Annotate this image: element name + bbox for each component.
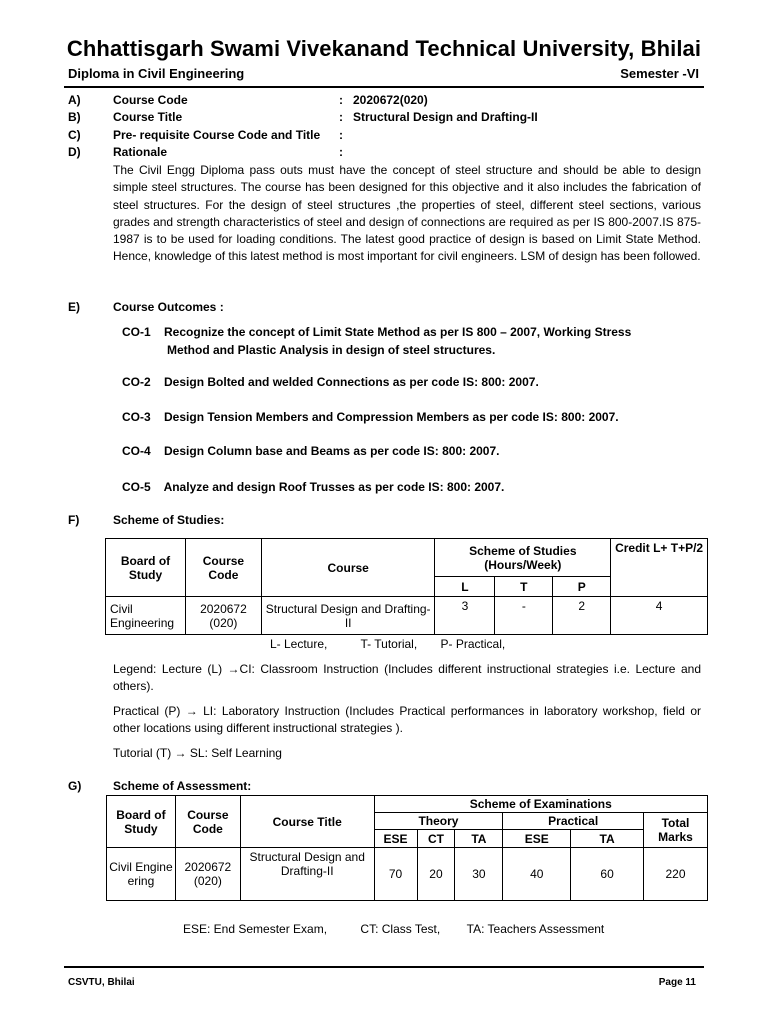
header-credit: Credit L+ T+P/2 [611, 539, 708, 597]
header-course-title: Course Title [240, 796, 374, 848]
course-code-row [0, 92, 768, 109]
header-course: Course [261, 539, 435, 597]
course-code-value: 2020672(020) [353, 93, 428, 107]
header-course-code: Course Code [185, 539, 261, 597]
row-label: A) [68, 93, 81, 107]
cell-total-marks: 220 [644, 848, 708, 901]
co-id: CO-3 [122, 410, 151, 424]
assessment-abbreviations: ESE: End Semester Exam, CT: Class Test, TA: Teachers Assessment [183, 922, 605, 936]
header-total-marks: Total Marks [644, 813, 708, 848]
page-title: Chhattisgarh Swami Vivekanand Technical University, Bhilai [66, 36, 702, 61]
cell-title: Structural Design and Drafting-II [240, 848, 374, 901]
section-label-g: G) [68, 779, 82, 793]
cell-theory-ese: 70 [374, 848, 417, 901]
header-theory-ct: CT [417, 830, 455, 848]
cell-course: Structural Design and Drafting-II [261, 597, 435, 635]
course-title-value: Structural Design and Drafting-II [353, 110, 538, 124]
row-label: B) [68, 110, 81, 124]
scheme-of-studies-table [105, 538, 708, 635]
studies-abbreviations: L- Lecture, T- Tutorial, P- Practical, [270, 637, 506, 651]
prerequisite-row [0, 127, 768, 144]
header-practical-ese: ESE [503, 830, 571, 848]
course-outcome-1 [122, 324, 631, 359]
co-text: Analyze and design Roof Trusses as per code IS: 800: 2007. [163, 480, 505, 494]
row-colon: : [339, 93, 343, 107]
header-t: T [495, 577, 553, 597]
course-outcome-5 [122, 479, 504, 497]
course-title-row [0, 109, 768, 126]
row-key: Course Code [113, 93, 188, 107]
table-row [106, 597, 708, 635]
cell-theory-ct: 20 [417, 848, 455, 901]
co-id: CO-1 [122, 325, 151, 339]
row-key: Rationale [113, 145, 168, 159]
header-practical-ta: TA [571, 830, 644, 848]
co-id: CO-4 [122, 444, 151, 458]
row-colon: : [339, 128, 343, 142]
program-name: Diploma in Civil Engineering [68, 66, 245, 81]
outcomes-heading: Course Outcomes : [113, 300, 224, 314]
course-outcome-4 [122, 443, 499, 461]
legend-practical: Practical (P) → LI: Laboratory Instruction (Includes Practical performances in laboratory workshop, field or other locations using different instructional strategies ). [113, 704, 701, 736]
rationale-row [0, 144, 768, 161]
cell-code: 2020672 (020) [175, 848, 240, 901]
co-text: Recognize the concept of Limit State Method as per IS 800 – 2007, Working Stress [164, 325, 632, 339]
page-number: Page 11 [658, 977, 696, 988]
studies-heading: Scheme of Studies: [113, 513, 225, 527]
co-id: CO-2 [122, 375, 151, 389]
semester-label: Semester -VI [620, 66, 699, 81]
table-row [107, 848, 708, 901]
row-colon: : [339, 110, 343, 124]
course-outcome-2 [122, 374, 539, 392]
header-p: P [553, 577, 611, 597]
cell-l: 3 [435, 597, 495, 635]
cell-p: 2 [553, 597, 611, 635]
header-board-of-study: Board of Study [107, 796, 176, 848]
co-text-continued: Method and Plastic Analysis in design of steel structures. [167, 342, 496, 357]
row-key: Pre- requisite Course Code and Title [113, 128, 321, 142]
co-text: Design Bolted and welded Connections as per code IS: 800: 2007. [164, 375, 539, 389]
rationale-text: The Civil Engg Diploma pass outs must have the concept of steel structure and should be able to design simple steel structures. The course has been designed for this objective and it also includes the fabrication of steel structures. For the design of steel structures ,the properties of steel, different steel sections, various grades and strength characteristics of steel and design of connections are required as per IS 800-2007.IS 875-1987 is to be used for loading conditions. The latest good practice of design is based on Limit State Method. Hence, knowledge of this latest method is most important for civil engineers. LSM of design has been followed. [113, 163, 701, 264]
row-label: D) [68, 145, 81, 159]
cell-credit: 4 [611, 597, 708, 635]
section-label-e: E) [68, 300, 80, 314]
header-practical: Practical [503, 813, 644, 830]
header-theory-ese: ESE [374, 830, 417, 848]
cell-t: - [495, 597, 553, 635]
co-text: Design Tension Members and Compression Members as per code IS: 800: 2007. [164, 410, 619, 424]
cell-board: Civil Engineering [106, 597, 186, 635]
co-text: Design Column base and Beams as per code IS: 800: 2007. [164, 444, 500, 458]
footer-rule [64, 966, 704, 968]
header-theory: Theory [374, 813, 503, 830]
header-course-code: Course Code [175, 796, 240, 848]
header-l: L [435, 577, 495, 597]
header-theory-ta: TA [455, 830, 503, 848]
header-scheme-of-studies: Scheme of Studies (Hours/Week) [435, 539, 611, 577]
header-rule [64, 86, 704, 88]
header-scheme-of-examinations: Scheme of Examinations [374, 796, 707, 813]
cell-board: Civil Engineering [107, 848, 176, 901]
row-colon: : [339, 145, 343, 159]
cell-code: 2020672 (020) [185, 597, 261, 635]
co-id: CO-5 [122, 480, 151, 494]
header-board-of-study: Board of Study [106, 539, 186, 597]
assessment-heading: Scheme of Assessment: [113, 779, 252, 793]
row-label: C) [68, 128, 81, 142]
legend-lecture: Legend: Lecture (L) →CI: Classroom Instruction (Includes different instructional strategies i.e. Lecture and others). [113, 662, 701, 694]
course-outcome-3 [122, 409, 619, 427]
row-key: Course Title [113, 110, 183, 124]
cell-practical-ese: 40 [503, 848, 571, 901]
legend-tutorial: Tutorial (T) → SL: Self Learning [113, 746, 282, 760]
cell-practical-ta: 60 [571, 848, 644, 901]
footer-left: CSVTU, Bhilai [68, 977, 135, 988]
cell-theory-ta: 30 [455, 848, 503, 901]
scheme-of-assessment-table [106, 795, 708, 901]
section-label-f: F) [68, 513, 80, 527]
